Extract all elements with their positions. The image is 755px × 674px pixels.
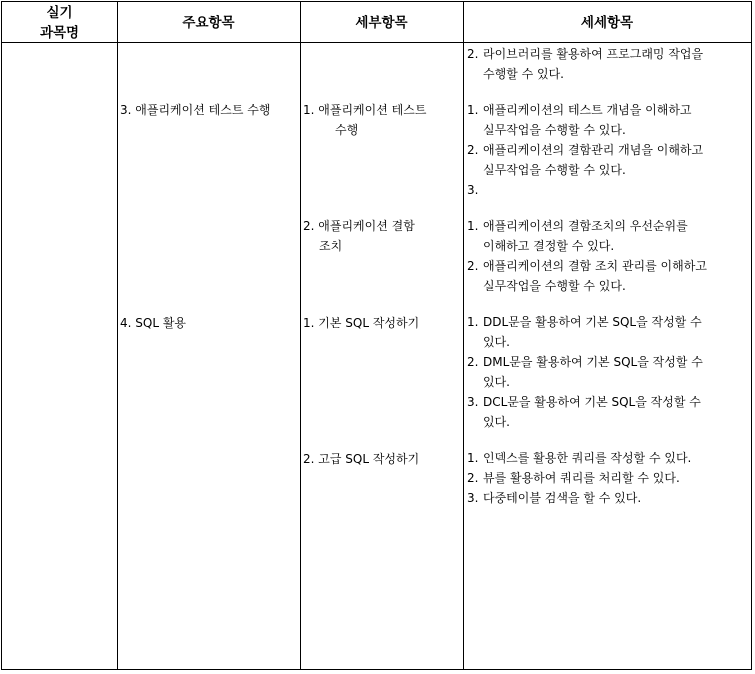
header-subject-name: 실기 과목명: [39, 4, 80, 41]
sub-item-basic-sql: 1. 기본 SQL 작성하기: [303, 316, 420, 330]
detail-column: [467, 44, 707, 508]
list-item: 2. 애플리케이션의 결함 조치 관리를 이해하고 실무작업을 수행할 수 있다.: [467, 259, 707, 293]
sub-item-advanced-sql: 2. 고급 SQL 작성하기: [303, 452, 420, 466]
header-major-item: 주요항목: [182, 14, 235, 31]
list-item: 2. DML문을 활용하여 기본 SQL을 작성할 수 있다.: [467, 355, 703, 389]
column-divider: [300, 2, 301, 669]
list-item: 3. DCL문을 활용하여 기본 SQL을 작성할 수 있다.: [467, 395, 701, 429]
list-item: 1. DDL문을 활용하여 기본 SQL을 작성할 수 있다.: [467, 315, 702, 349]
list-item: 1. 애플리케이션의 테스트 개념을 이해하고 실무작업을 수행할 수 있다.: [467, 103, 692, 137]
sub-item-defect-fix: 2. 애플리케이션 결함 조치: [303, 219, 415, 253]
curriculum-table: [1, 1, 752, 670]
column-divider: [117, 2, 118, 669]
list-item: 1. 애플리케이션의 결함조치의 우선순위를 이해하고 결정할 수 있다.: [467, 219, 688, 253]
header-sub-item: 세부항목: [355, 14, 408, 31]
list-item: 3.: [467, 183, 479, 197]
list-item: 2. 애플리케이션의 결함관리 개념을 이해하고 실무작업을 수행할 수 있다.: [467, 143, 704, 177]
sub-item-app-test: 1. 애플리케이션 테스트 수행: [303, 103, 427, 137]
column-divider: [463, 2, 464, 669]
list-item: 1. 인덱스를 활용한 쿼리를 작성할 수 있다.: [467, 451, 692, 465]
list-item: 2. 뷰를 활용하여 쿼리를 처리할 수 있다.: [467, 471, 680, 485]
major-item-app-test: 3. 애플리케이션 테스트 수행: [120, 103, 271, 117]
header-detail-item: 세세항목: [580, 14, 634, 31]
list-item: 3. 다중테이블 검색을 할 수 있다.: [467, 491, 642, 505]
major-item-sql: 4. SQL 활용: [120, 316, 187, 330]
list-item: 2. 라이브러리를 활용하여 프로그래밍 작업을 수행할 수 있다.: [467, 47, 704, 81]
